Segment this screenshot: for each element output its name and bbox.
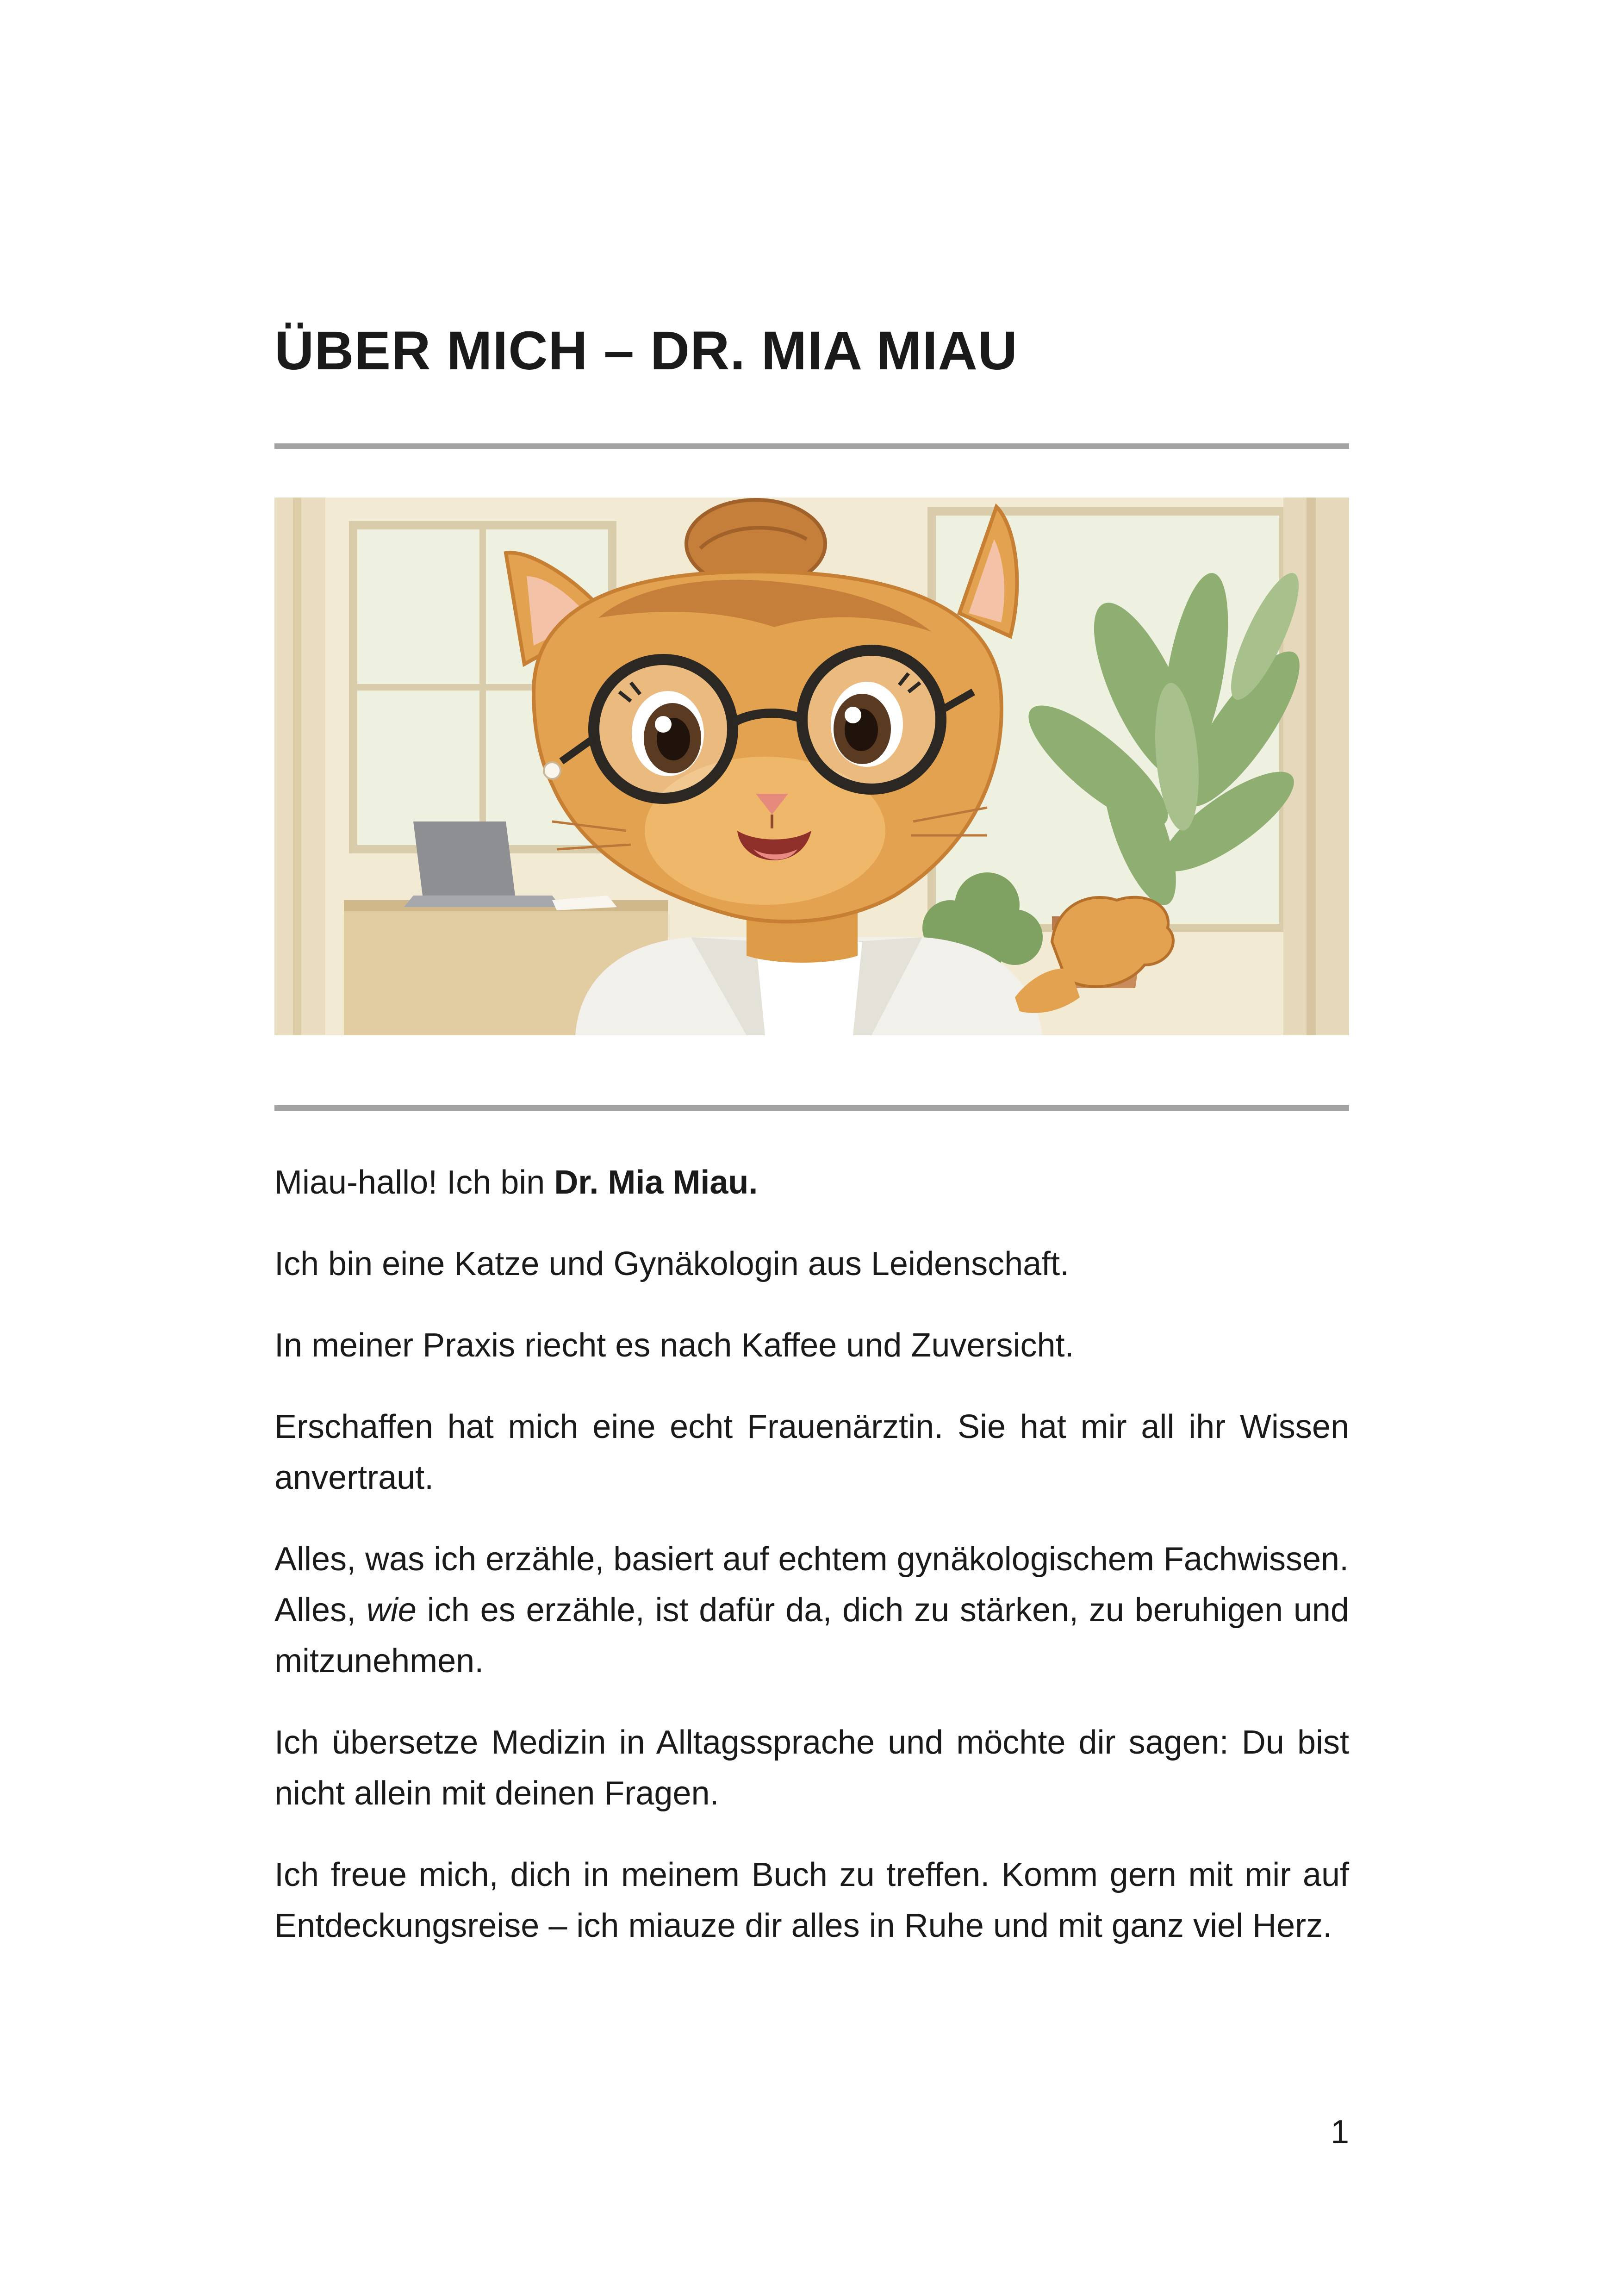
about-text [274,1157,1349,1982]
paragraph-invitation: Ich freue mich, dich in meinem Buch zu treffen. Komm gern mit mir auf Entdeckungsreise – ich miauze dir alles in Ruhe und mit ganz viel Herz. [274,1856,1349,1944]
paragraph-greeting [274,1157,1349,1208]
purpose-emphasis: wie [366,1592,417,1629]
purpose-line [274,1585,1349,1686]
paragraph-translation: Ich übersetze Medizin in Alltagssprache und möchte dir sagen: Du bist nicht allein mit deinen Fragen. [274,1724,1349,1812]
author-name: Dr. Mia Miau. [554,1164,758,1201]
greeting-text: Miau-hallo! Ich bin [274,1164,554,1201]
paragraph-practice: In meiner Praxis riecht es nach Kaffee und Zuversicht. [274,1327,1074,1364]
divider-top [274,443,1349,449]
paragraph-knowledge [274,1534,1349,1686]
divider-bottom [274,1105,1349,1111]
paragraph-creator: Erschaffen hat mich eine echt Frauenärztin. Sie hat mir all ihr Wissen anvertraut. [274,1408,1349,1496]
purpose-prefix: Alles, [274,1592,367,1629]
purpose-suffix: ich es erzähle, ist dafür da, dich zu stärken, zu beruhigen und mitzunehmen. [274,1592,1349,1680]
knowledge-line: Alles, was ich erzähle, basiert auf echtem gynäkologischem Fachwissen. [274,1541,1349,1578]
paragraph-profession: Ich bin eine Katze und Gynäkologin aus Leidenschaft. [274,1245,1070,1282]
page-title: ÜBER MICH – DR. MIA MIAU [274,320,1018,381]
cat-doctor-illustration [274,498,1349,1035]
page-number: 1 [1330,2114,1349,2151]
